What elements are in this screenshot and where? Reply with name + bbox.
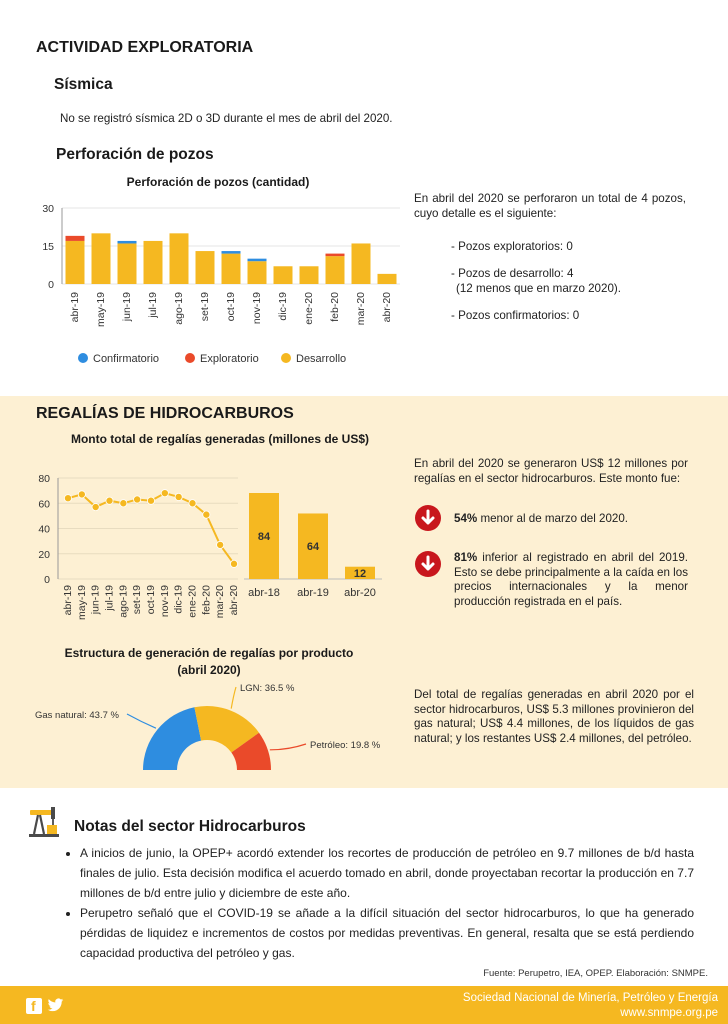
structure-text: Del total de regalías generadas en abril 2020 por el sector hidrocarburos, US$ 5.3 millones provinieron del gas natural; US$ 4.4 millones, de los líquidos de gas natural; y los restantes US$ 2.4 millones, del petróleo. [414, 688, 694, 745]
x-tick-label: feb-20 [200, 585, 213, 615]
oil-pump-icon [28, 801, 62, 842]
bar-desarrollo-dic-19 [274, 266, 293, 284]
x-tick-label: dic-19 [172, 585, 185, 614]
royalty-point-nov-19 [161, 490, 168, 497]
x-tick-label: feb-20 [329, 292, 341, 322]
x-tick-label: mar-20 [355, 292, 367, 326]
notes-list [66, 843, 694, 963]
bar-confirmatorio-oct-19 [222, 251, 241, 254]
facebook-icon-glyph: f [31, 998, 36, 1014]
donut-leader-line [270, 744, 306, 750]
x-tick-label: nov-19 [158, 585, 171, 618]
sismica-text: No se registró sísmica 2D o 3D durante el mes de abril del 2020. [60, 112, 393, 125]
royalty-point-ene-20 [189, 500, 196, 507]
royalty-point-2-pct: 81% [454, 551, 478, 564]
donut-leader-line [231, 687, 236, 709]
chart-subtitle-estructura: (abril 2020) [177, 663, 241, 677]
x-tick-label: nov-19 [251, 292, 263, 325]
x-tick-label: abr-20 [344, 587, 376, 599]
royalty-structure-donut-chart [30, 678, 400, 778]
royalty-point-jul-19 [106, 497, 113, 504]
wells-item-desarrollo-detail: (12 menos que en marzo 2020). [456, 282, 621, 295]
royalty-point-may-19 [78, 491, 85, 498]
wells-summary: En abril del 2020 se perforaron un total de 4 pozos, cuyo detalle es el siguiente: [414, 192, 686, 220]
bar-confirmatorio-jun-19 [118, 241, 137, 244]
wells-item-desarrollo: - Pozos de desarrollo: 4 [451, 267, 574, 280]
donut-leader-line [127, 714, 156, 728]
y-tick-label: 0 [44, 574, 50, 586]
wells-item-confirmatorios: - Pozos confirmatorios: 0 [451, 309, 580, 322]
royalty-point-1-pct: 54% [454, 512, 478, 525]
bar-desarrollo-set-19 [196, 251, 215, 284]
x-tick-label: jul-19 [103, 585, 116, 611]
x-tick-label: dic-19 [277, 292, 289, 321]
legend-label-exploratorio: Exploratorio [200, 353, 259, 365]
x-tick-label: set-19 [131, 585, 144, 615]
x-tick-label: abr-20 [228, 585, 240, 616]
bar-desarrollo-ene-20 [300, 266, 319, 284]
y-tick-label: 80 [38, 473, 50, 485]
x-tick-label: set-19 [199, 292, 211, 322]
chart-title-perforacion: Perforación de pozos (cantidad) [126, 175, 310, 189]
x-tick-label: oct-19 [225, 292, 237, 322]
regalias-section [0, 396, 728, 788]
x-tick-label: may-19 [75, 585, 88, 621]
footer-org: Sociedad Nacional de Minería, Petróleo y Energía [462, 992, 718, 1004]
bar-desarrollo-abr-19 [66, 241, 85, 284]
bar-desarrollo-jun-19 [118, 243, 137, 284]
royalty-point-1-text: menor al de marzo del 2020. [477, 512, 629, 525]
x-tick-label: may-19 [95, 292, 107, 328]
bar-confirmatorio-nov-19 [248, 259, 267, 262]
legend-label-confirmatorio: Confirmatorio [93, 353, 160, 365]
royalty-annual-bar-chart [238, 486, 388, 606]
x-tick-label: jun-19 [89, 585, 102, 615]
bar-desarrollo-mar-20 [352, 243, 371, 284]
donut-slice-0 [143, 707, 201, 770]
y-tick-label: 40 [38, 523, 50, 536]
x-tick-label: ene-20 [303, 292, 315, 325]
data-label: 12 [353, 567, 367, 580]
royalty-point-abr-19 [64, 495, 71, 502]
section-title-regalias: REGALÍAS DE HIDROCARBUROS [36, 405, 294, 422]
bar-exploratorio-feb-20 [326, 254, 345, 257]
y-tick-label: 20 [38, 548, 50, 561]
y-tick-label: 60 [38, 498, 50, 511]
bar-desarrollo-ago-19 [170, 233, 189, 284]
bar-desarrollo-oct-19 [222, 254, 241, 284]
y-tick-label: 30 [42, 203, 54, 215]
bar-desarrollo-jul-19 [144, 241, 163, 284]
royalty-point-feb-20 [203, 511, 210, 518]
donut-label: Petróleo: 19.8 % [310, 740, 381, 751]
bar-desarrollo-may-19 [92, 233, 111, 284]
royalty-point-1 [454, 512, 694, 527]
legend-marker-desarrollo [281, 353, 291, 363]
legend-label-desarrollo: Desarrollo [296, 353, 347, 365]
x-tick-label: abr-18 [248, 587, 280, 599]
x-tick-label: ago-19 [173, 292, 185, 325]
bar-desarrollo-feb-20 [326, 256, 345, 284]
bar-exploratorio-abr-19 [66, 236, 85, 241]
y-tick-label: 15 [42, 241, 54, 253]
list-item: • Perupetro señaló que el COVID-19 se añade a la difícil situación del sector hidrocarburos, lo que ha generado pérdidas de liquidez e incrementos de costos por medidas preventivas. En general, resalta que se está perdiendo capacidad productiva del petróleo y gas. [80, 903, 694, 963]
wells-item-exploratorios: - Pozos exploratorios: 0 [451, 240, 573, 253]
royalty-line-chart [20, 464, 250, 634]
x-tick-label: abr-20 [381, 292, 393, 323]
x-tick-label: ene-20 [186, 585, 199, 618]
x-tick-label: jul-19 [147, 292, 159, 318]
data-label: 84 [257, 531, 271, 543]
royalty-summary: En abril del 2020 se generaron US$ 12 millones por regalías en el sector hidrocarburos. Este monto fue: [414, 457, 688, 485]
royalty-point-set-19 [134, 496, 141, 503]
royalty-point-2-text: inferior al registrado en abril del 2019. Esto se debe principalmente a la caída en los precios internacionales y la menor producción registrada en el país. [454, 551, 688, 608]
twitter-icon[interactable] [47, 998, 64, 1018]
sismica-heading: Sísmica [54, 76, 113, 93]
notes-title: Notas del sector Hidrocarburos [74, 818, 306, 835]
bar-desarrollo-nov-19 [248, 261, 267, 284]
x-tick-label: jun-19 [121, 292, 133, 322]
facebook-icon[interactable] [26, 998, 42, 1014]
legend-marker-confirmatorio [78, 353, 88, 363]
royalty-point-oct-19 [147, 497, 154, 504]
royalty-point-dic-19 [175, 493, 182, 500]
bar-desarrollo-abr-20 [378, 274, 397, 284]
down-arrow-icon [415, 505, 441, 531]
donut-label: LGN: 36.5 % [240, 683, 295, 694]
x-tick-label: mar-20 [214, 585, 227, 619]
data-label: 64 [306, 541, 320, 554]
royalty-point-ago-19 [120, 500, 127, 507]
legend-marker-exploratorio [185, 353, 195, 363]
chart-title-estructura: Estructura de generación de regalías por producto [64, 646, 354, 660]
section-title-exploratoria: ACTIVIDAD EXPLORATORIA [36, 39, 254, 56]
wells-bar-chart [28, 194, 408, 374]
footer-url[interactable]: www.snmpe.org.pe [620, 1007, 718, 1019]
x-tick-label: abr-19 [62, 585, 74, 616]
source-note: Fuente: Perupetro, IEA, OPEP. Elaboración: SNMPE. [483, 968, 708, 979]
donut-label: Gas natural: 43.7 % [35, 710, 119, 721]
x-tick-label: abr-19 [69, 292, 81, 323]
list-item: • A inicios de junio, la OPEP+ acordó extender los recortes de producción de petróleo en 9.7 millones de b/d hasta finales de julio. Esta decisión modifica el acuerdo tomado en abril, donde proyectaban recortar la producción en 7.7 millones de b/d entre julio y diciembre de este año. [80, 843, 694, 903]
x-tick-label: abr-19 [297, 587, 329, 599]
x-tick-label: ago-19 [117, 585, 130, 618]
perforacion-heading: Perforación de pozos [56, 146, 214, 163]
footer-bar [0, 986, 728, 1024]
royalty-point-abr-20 [230, 560, 237, 567]
royalty-point-mar-20 [217, 541, 224, 548]
royalty-point-2 [454, 551, 688, 609]
y-tick-label: 0 [48, 279, 54, 291]
chart-title-regalias: Monto total de regalías generadas (millones de US$) [70, 432, 370, 446]
royalty-point-jun-19 [92, 503, 99, 510]
x-tick-label: oct-19 [145, 585, 157, 615]
down-arrow-icon [415, 551, 441, 577]
